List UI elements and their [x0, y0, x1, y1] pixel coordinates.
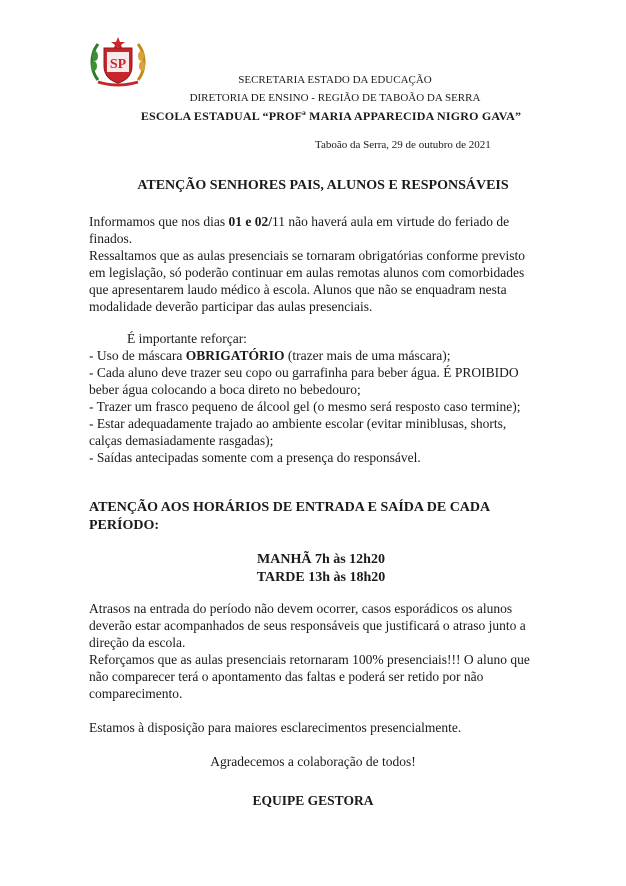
intro-paragraph [89, 213, 541, 315]
rules-lead: É importante reforçar: [127, 331, 247, 346]
availability-text: Estamos à disposição para maiores esclarecimentos presencialmente. [89, 720, 462, 735]
schedule-heading: ATENÇÃO AOS HORÁRIOS DE ENTRADA E SAÍDA DE CADA PERÍODO: [89, 500, 490, 533]
attendance-text: Reforçamos que as aulas presenciais retornaram 100% presenciais!!! O aluno que não comparecer terá o apontamento das faltas e poderá ser retido por não comparecimento. [89, 652, 530, 701]
notice-title: ATENÇÃO SENHORES PAIS, ALUNOS E RESPONSÁVEIS [137, 178, 509, 193]
rule-dress-code: - Estar adequadamente trajado ao ambiente escolar (evitar miniblusas, shorts, calças demasiadamente rasgadas); [89, 416, 507, 448]
rule-water-bottle: - Cada aluno deve trazer seu copo ou garrafinha para beber água. É PROIBIDO beber água colocando a boca direto no bebedouro; [89, 365, 519, 397]
logo-text: SP [109, 57, 127, 72]
holiday-notice: Informamos que nos dias 01 e 02/11 não haverá aula em virtude do feriado de finados. [89, 214, 510, 246]
header-secretaria: SECRETARIA ESTADO DA EDUCAÇÃO [238, 74, 432, 86]
late-arrival-text: Atrasos na entrada do período não devem ocorrer, casos esporádicos os alunos deverão estar acompanhados de seus responsáveis que justificará o atraso junto a direção da escola. [89, 601, 526, 650]
rules-list [89, 330, 541, 466]
signature: EQUIPE GESTORA [252, 793, 374, 808]
thanks-text: Agradecemos a colaboração de todos! [210, 754, 416, 769]
schedule-morning: MANHÃ 7h às 12h20 [257, 552, 385, 567]
header-school-name: ESCOLA ESTADUAL “PROFª MARIA APPARECIDA NIGRO GAVA” [140, 109, 522, 123]
closing-paragraph [89, 600, 541, 702]
mandatory-classes-text: Ressaltamos que as aulas presenciais se tornaram obrigatórias conforme previsto em legislação, só poderão continuar em aulas remotas alunos com comorbidades que apresentarem laudo médico à escola. Alunos que não se enquadram nesta modalidade deverão participar das aulas presenciais. [89, 248, 525, 314]
header-diretoria: DIRETORIA DE ENSINO - REGIÃO DE TABOÃO DA SERRA [189, 92, 481, 104]
rule-mask: - Uso de máscara OBRIGATÓRIO (trazer mais de uma máscara); [89, 348, 451, 363]
schedule-afternoon: TARDE 13h às 18h20 [256, 570, 386, 585]
rule-early-exit: - Saídas antecipadas somente com a presença do responsável. [89, 450, 421, 465]
document-date: Taboão da Serra, 29 de outubro de 2021 [315, 139, 491, 151]
rule-alcohol-gel: - Trazer um frasco pequeno de álcool gel (o mesmo será resposto caso termine); [89, 399, 521, 414]
